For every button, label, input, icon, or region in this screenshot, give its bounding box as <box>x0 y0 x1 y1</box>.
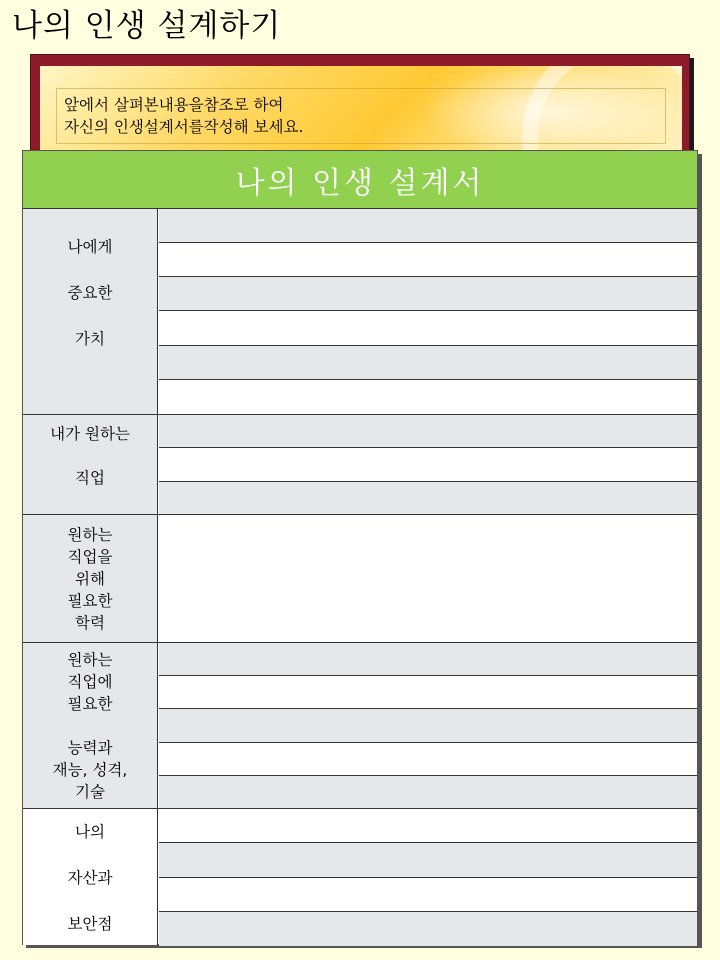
label-line: 기술 <box>75 782 105 801</box>
answer-line[interactable] <box>159 776 697 809</box>
label-line: 나에게 <box>67 237 113 256</box>
instruction-line-1: 앞에서 살펴본내용을참조로 하여 <box>64 96 284 114</box>
section-assets-weaknesses <box>23 808 697 945</box>
label-line: 중요한 <box>67 283 113 302</box>
answer-line[interactable] <box>159 311 697 346</box>
label-line: 필요한 <box>67 694 113 713</box>
answer-line[interactable] <box>159 277 697 311</box>
label-line: 학력 <box>75 613 105 632</box>
answer-line[interactable] <box>159 346 697 380</box>
answer-line[interactable] <box>159 380 697 415</box>
answer-line[interactable] <box>159 878 697 912</box>
label-line: 원하는 <box>67 525 113 544</box>
label-line: 보안점 <box>67 915 113 933</box>
label-line: 원하는 <box>67 650 113 669</box>
answer-line[interactable] <box>159 448 697 482</box>
label-line: 가치 <box>75 329 105 348</box>
page-title: 나의 인생 설계하기 <box>12 8 282 44</box>
section-abilities-talents-skills <box>23 642 697 808</box>
instruction-text <box>64 94 303 138</box>
label-line: 내가 원하는 <box>50 425 130 443</box>
section-desired-job <box>23 414 697 514</box>
section-important-values <box>23 208 697 414</box>
life-plan-form <box>22 150 698 945</box>
label-line: 재능, 성격, <box>52 760 128 779</box>
instruction-line-2: 자신의 인생설계서를작성해 보세요. <box>64 118 304 136</box>
label-line: 직업을 <box>67 547 113 566</box>
section-label <box>23 809 158 945</box>
section-label <box>23 643 158 808</box>
answer-line[interactable] <box>159 243 697 277</box>
label-line: 직업에 <box>67 672 113 691</box>
answer-line[interactable] <box>159 676 697 709</box>
label-line: 위해 <box>75 569 105 588</box>
answer-area[interactable] <box>159 515 697 643</box>
section-label <box>23 515 158 642</box>
answer-line[interactable] <box>159 809 697 843</box>
answer-line[interactable] <box>159 482 697 515</box>
answer-line[interactable] <box>159 209 697 243</box>
label-line: 능력과 <box>67 738 113 757</box>
answer-line[interactable] <box>159 743 697 776</box>
answer-line[interactable] <box>159 415 697 448</box>
section-required-education <box>23 514 697 642</box>
section-label <box>23 209 158 414</box>
answer-line[interactable] <box>159 843 697 878</box>
answer-line[interactable] <box>159 643 697 676</box>
label-line: 직업 <box>75 469 105 487</box>
answer-line[interactable] <box>159 709 697 743</box>
label-line: 자산과 <box>67 869 113 887</box>
form-title: 나의 인생 설계서 <box>23 151 697 208</box>
label-line: 나의 <box>75 823 105 841</box>
section-label <box>23 415 158 514</box>
answer-line[interactable] <box>159 912 697 946</box>
label-line: 필요한 <box>67 591 113 610</box>
